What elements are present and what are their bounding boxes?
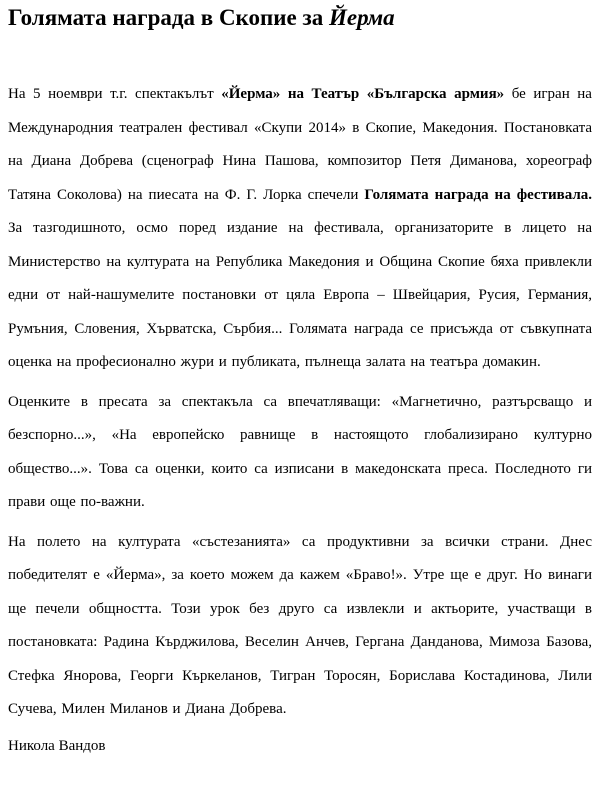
text-segment-normal: На 5 ноември т.г. спектакълът — [8, 86, 222, 102]
text-segment-normal: За тазгодишното, осмо поред издание на фестивала, организаторите в лицето на Министерство на културата на Република Македония и Община Скопие бяха привлекли едни от най-нашумелите постановки от цяла Европа – Швейцария, Русия, Германия, Румъния, Словения, Хърватска, Сърбия... Голямата награда се присъжда от съвкупната оценка на професионално жури и публиката, пълнеща залата на театъра домакин. — [8, 220, 592, 370]
document-title-emphasis: Йерма — [328, 5, 395, 30]
document-body — [8, 78, 592, 727]
author-signature: Никола Вандов — [8, 737, 106, 754]
text-segment-bold: Голямата награда на фестивала. — [364, 186, 592, 203]
text-segment-normal: бе игран на Международния театрален фестивал «Скупи 2014» в Скопие, Македония. Постановката на Диана Добрева (сценограф Нина Пашова, композитор Петя Диманова, хореограф Татяна Соколова) на пиесата на Ф. Г. Лорка спечели — [8, 86, 592, 203]
paragraph-3 — [8, 526, 592, 727]
text-segment-normal: Оценките в пресата за спектакъла са впечатляващи: «Магнетично, разтърсващо и безспорно...», «На европейско равнище в настоящото глобализирано културно общество...». Това са оценки, които са изписани в македонската преса. Последното ги прави още по-важни. — [8, 393, 592, 510]
text-segment-normal: На полето на културата «състезанията» са продуктивни за всички страни. Днес победителят е «Йерма», за което можем да кажем «Браво!». Утре ще е друг. Но винаги ще печели общността. Този урок без друго са извлекли и актьорите, участващи в постановката: Радина Кърджилова, Веселин Анчев, Гергана Данданова, Мимоза Базова, Стефка Янорова, Георги Къркеланов, Тигран Торосян, Борислава Костадинова, Лили Сучева, Милен Миланов и Диана Добрева. — [8, 533, 592, 717]
text-segment-bold: «Йерма» на Театър «Българска армия» — [221, 86, 505, 102]
paragraph-1 — [8, 78, 592, 380]
document-title — [8, 2, 592, 34]
document-title-text: Голямата награда в Скопие за — [8, 5, 329, 30]
paragraph-2 — [8, 386, 592, 520]
